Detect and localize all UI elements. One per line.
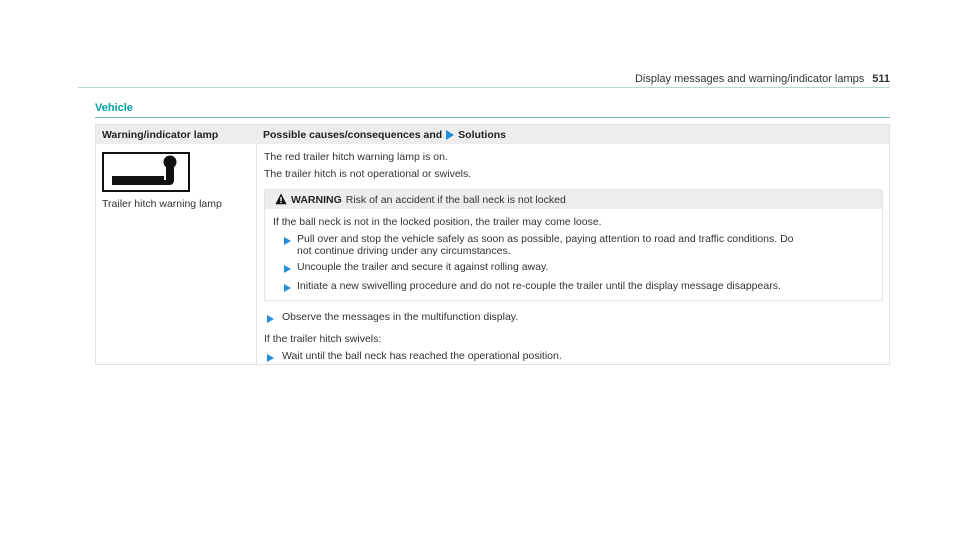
trailer-hitch-warning-lamp-icon xyxy=(102,152,190,192)
step-wait: Wait until the ball neck has reached the operational position. xyxy=(282,350,562,362)
bullet-arrow-icon xyxy=(284,265,291,273)
page-number: 511 xyxy=(872,73,890,85)
warning-body: If the ball neck is not in the locked position, the trailer may come loose. xyxy=(273,216,602,228)
col-header-solutions-text: Solutions xyxy=(458,129,507,141)
lamp-label: Trailer hitch warning lamp xyxy=(102,198,222,210)
lamp-table xyxy=(95,124,890,365)
warning-label: WARNING xyxy=(291,194,342,206)
header-title: Display messages and warning/indicator lamps xyxy=(634,73,865,85)
bullet-arrow-icon xyxy=(267,354,274,362)
intro-line-1: The red trailer hitch warning lamp is on. xyxy=(264,151,448,163)
section-rule xyxy=(95,117,890,118)
section-title: Vehicle xyxy=(95,102,133,114)
step-observe: Observe the messages in the multifunction display. xyxy=(282,311,519,323)
bullet-arrow-icon xyxy=(446,130,454,140)
column-divider xyxy=(256,144,257,365)
warning-box xyxy=(264,189,883,301)
col-header-lamp: Warning/indicator lamp xyxy=(102,129,219,141)
table-header-row xyxy=(96,125,889,144)
header-rule xyxy=(78,87,890,88)
page-header xyxy=(635,73,890,85)
warning-step-3: Initiate a new swivelling procedure and do not re-couple the trailer until the display message disappears. xyxy=(297,280,781,292)
bullet-arrow-icon xyxy=(284,237,291,245)
warning-triangle-icon xyxy=(275,193,287,205)
warning-title xyxy=(291,194,566,206)
warning-step-1-line-1: Pull over and stop the vehicle safely as soon as possible, paying attention to road and traffic conditions. Do xyxy=(297,233,794,245)
warning-title-text: Risk of an accident if the ball neck is not locked xyxy=(345,194,566,206)
warning-header xyxy=(265,190,882,209)
col-header-causes xyxy=(263,129,506,141)
col-header-causes-text: Possible causes/consequences and xyxy=(263,129,443,141)
warning-step-1-line-2: not continue driving under any circumstances. xyxy=(297,245,511,257)
bullet-arrow-icon xyxy=(284,284,291,292)
warning-step-2: Uncouple the trailer and secure it against rolling away. xyxy=(297,261,549,273)
bullet-arrow-icon xyxy=(267,315,274,323)
swivel-intro: If the trailer hitch swivels: xyxy=(264,333,382,345)
intro-line-2: The trailer hitch is not operational or swivels. xyxy=(264,168,472,180)
